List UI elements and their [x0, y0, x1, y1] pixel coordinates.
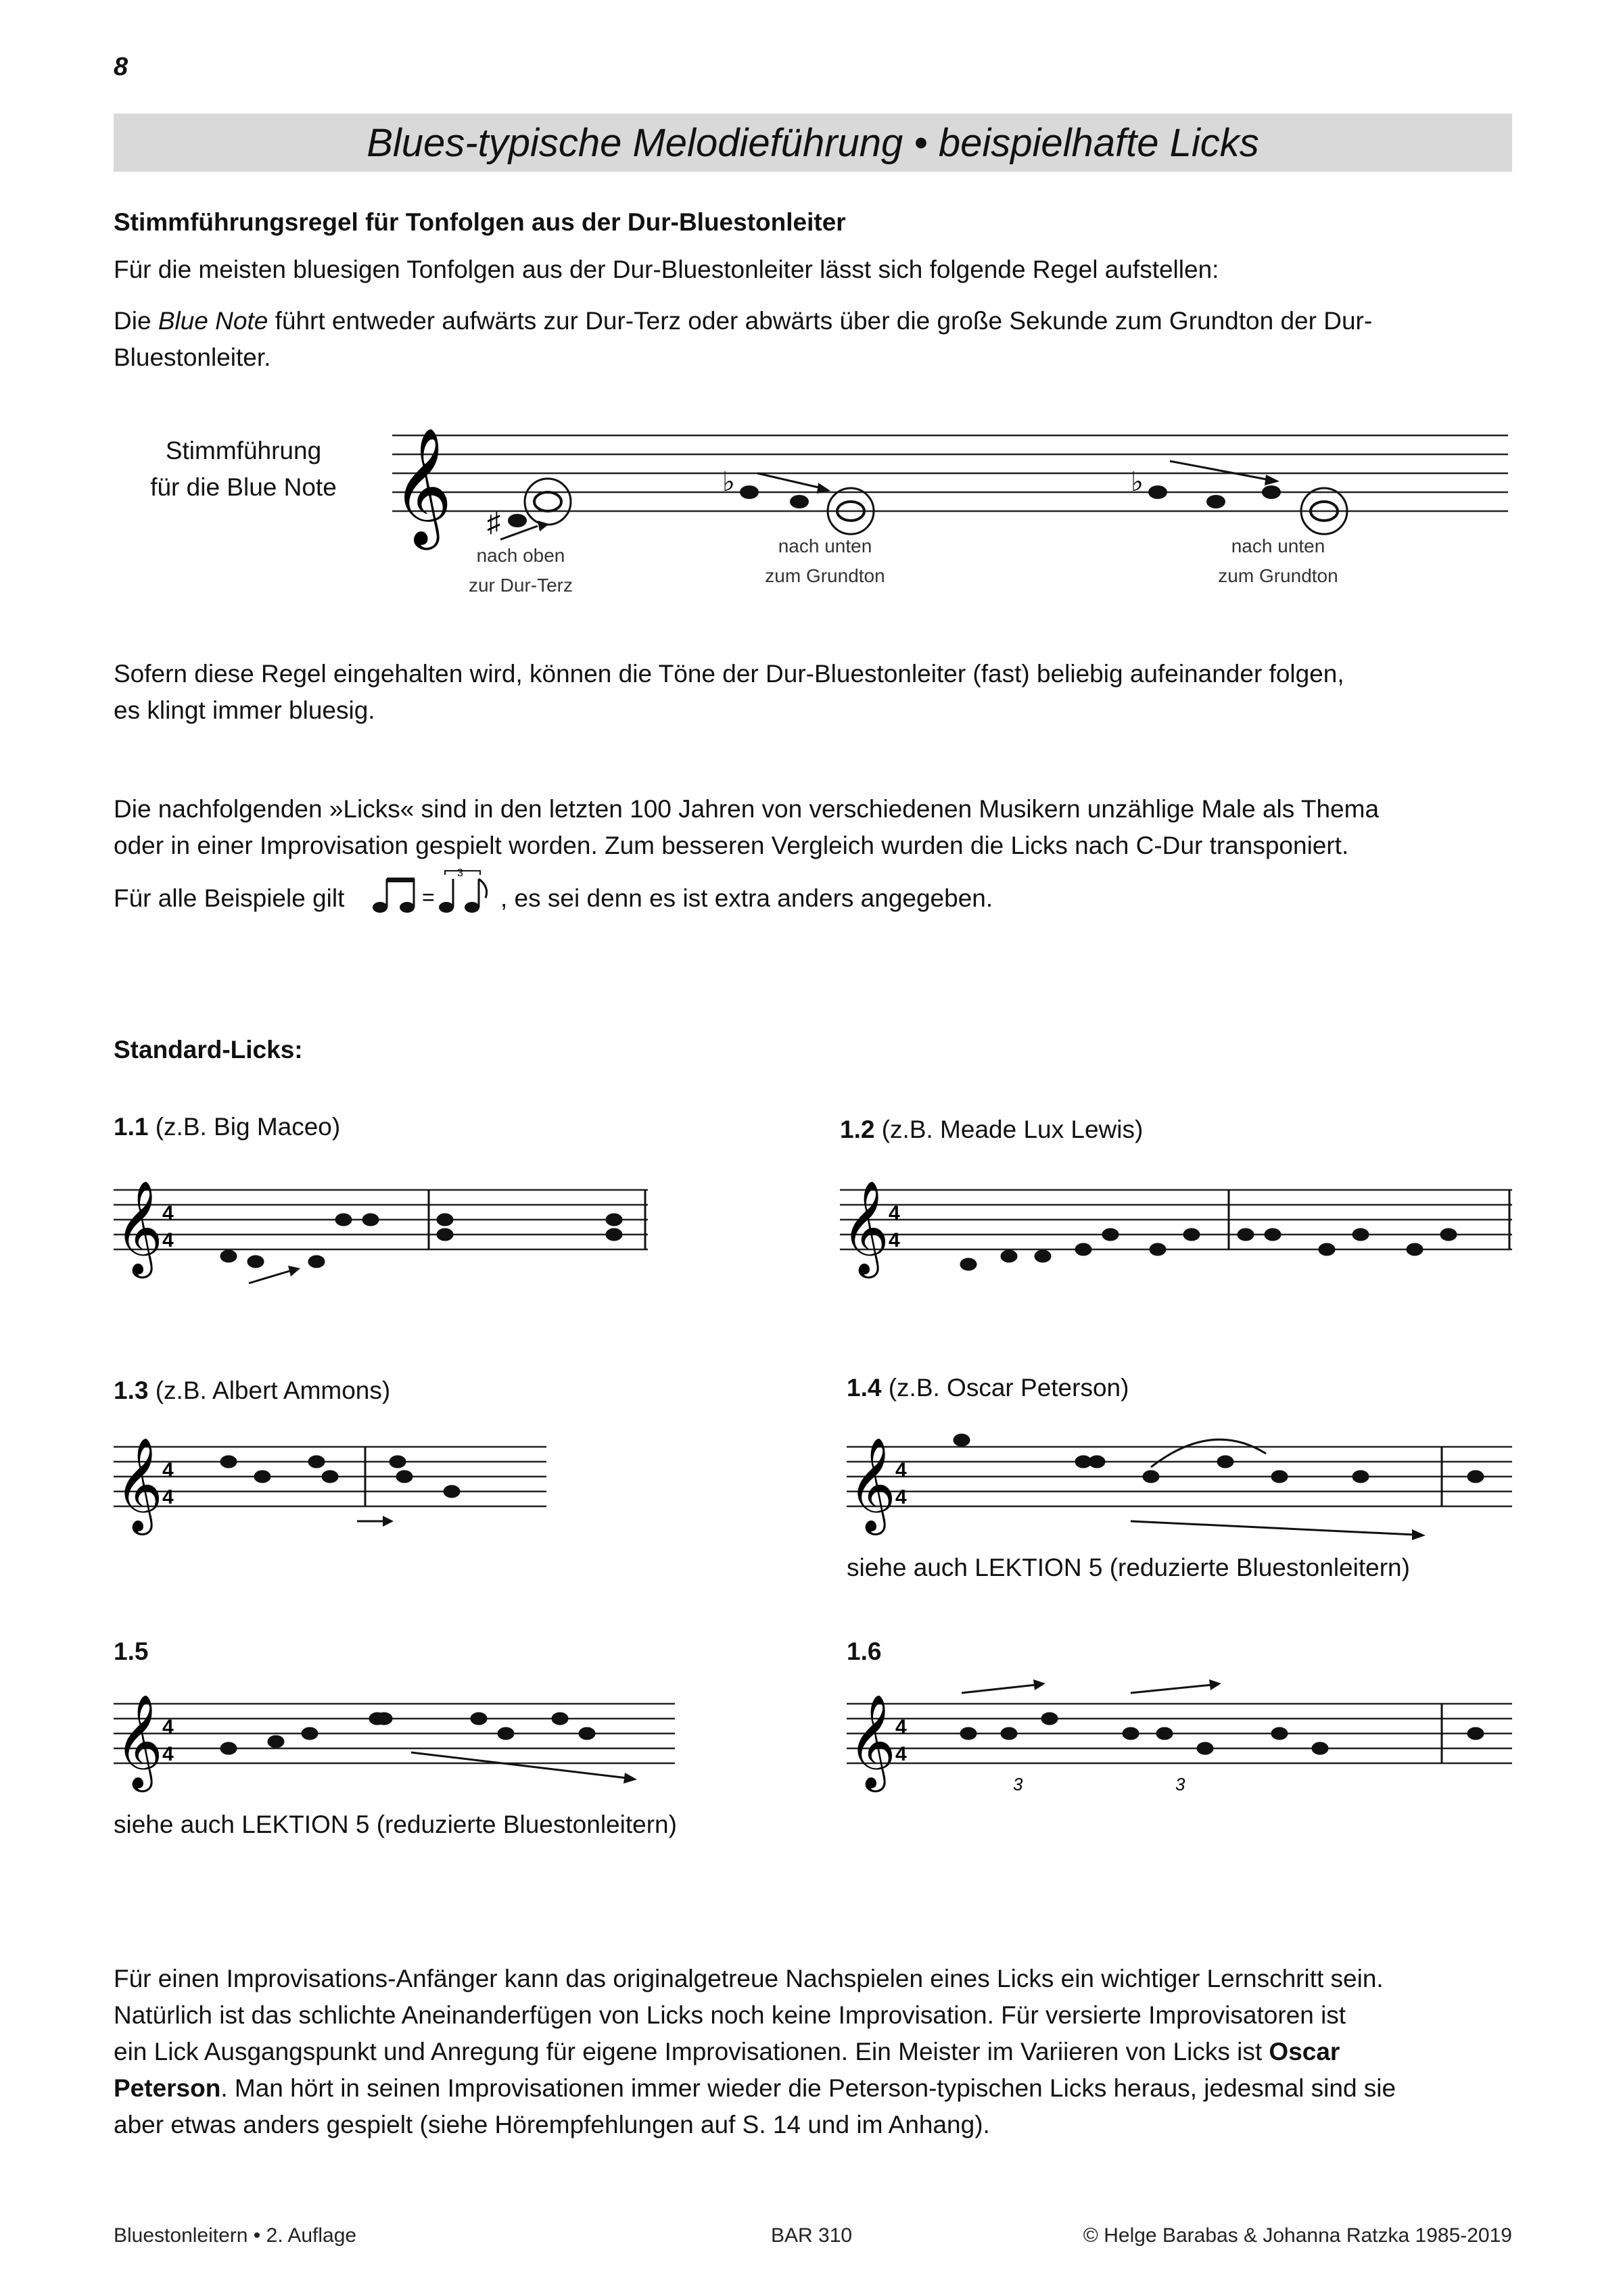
svg-text:4: 4: [895, 1486, 907, 1508]
rule-consequence-line2: es klingt immer bluesig.: [114, 696, 375, 724]
svg-text:𝄞: 𝄞: [115, 1694, 163, 1788]
blue-note-staff: [379, 419, 1515, 545]
peterson-name: Peterson: [114, 2074, 221, 2102]
lick-number: 1.2: [840, 1116, 875, 1143]
svg-text:𝄞: 𝄞: [115, 1180, 163, 1274]
svg-text:=: =: [422, 885, 435, 909]
lick-name: (z.B. Big Maceo): [148, 1113, 341, 1141]
blue-note-term: Blue Note: [158, 307, 268, 335]
svg-text:𝄞: 𝄞: [841, 1180, 889, 1274]
closing-line3-text: ein Lick Ausgangspunkt und Anregung für eigene Improvisationen. Ein Meister im Variieren von Licks ist: [114, 2038, 1269, 2065]
lick-title-1-3: [114, 1377, 390, 1405]
lick-number: 1.6: [847, 1637, 882, 1665]
lick-staff-1-3: [114, 1420, 546, 1541]
rule-statement-line2: Bluestonleiter.: [114, 343, 271, 371]
caption-up-line2: zur Dur-Terz: [468, 575, 573, 596]
staff-lines: [392, 435, 1508, 511]
svg-text:𝄞: 𝄞: [848, 1437, 896, 1531]
svg-text:3: 3: [457, 867, 463, 879]
svg-text:♭: ♭: [722, 467, 735, 497]
closing-line4-text: . Man hört in seinen Improvisationen immer wieder die Peterson-typischen Licks heraus, jedesmal sind sie: [220, 2074, 1396, 2102]
lick-number: 1.3: [114, 1377, 149, 1404]
closing-line3: [114, 2034, 1340, 2070]
staff-label-line1: Stimmführung: [165, 437, 322, 464]
rule-heading: Stimmführungsregel für Tonfolgen aus der Dur-Bluestonleiter: [114, 208, 846, 236]
svg-text:4: 4: [162, 1716, 174, 1738]
lick-number: 1.5: [114, 1637, 149, 1665]
swing-note-prefix: Für alle Beispiele gilt: [114, 884, 345, 912]
svg-text:4: 4: [162, 1202, 174, 1224]
svg-text:4: 4: [162, 1459, 174, 1481]
lick-title-1-2: [840, 1116, 1143, 1144]
page-number: 8: [114, 53, 128, 81]
caption-down-2: [1170, 531, 1386, 591]
lick-staff-1-4: [847, 1420, 1512, 1541]
staff-label: [128, 433, 358, 506]
treble-clef-icon: 𝄞: [392, 427, 452, 545]
svg-text:4: 4: [895, 1716, 907, 1738]
svg-text:4: 4: [895, 1459, 907, 1481]
note-group-down-1: [722, 467, 874, 534]
svg-text:𝄞: 𝄞: [115, 1437, 163, 1531]
section-title: Blues-typische Melodieführung • beispielhafte Licks: [367, 121, 1259, 165]
lick-number: 1.4: [847, 1374, 882, 1402]
svg-text:4: 4: [162, 1229, 174, 1251]
caption-up-line1: nach oben: [476, 545, 565, 566]
rule-intro: Für die meisten bluesigen Tonfolgen aus der Dur-Bluestonleiter lässt sich folgende Regel aufstellen:: [114, 256, 1219, 283]
footer-center: BAR 310: [771, 2224, 853, 2247]
svg-text:♯: ♯: [487, 508, 500, 537]
lick-1-4-note: siehe auch LEKTION 5 (reduzierte Bluestonleitern): [847, 1554, 1410, 1581]
licks-intro-line1: Die nachfolgenden »Licks« sind in den letzten 100 Jahren von verschiedenen Musikern unzählige Male als Thema: [114, 795, 1380, 823]
lick-title-1-1: [114, 1113, 340, 1141]
lick-name: (z.B. Albert Ammons): [148, 1377, 391, 1404]
lick-title-1-6: [847, 1637, 881, 1666]
note-group-down-2: [1131, 461, 1347, 534]
lick-staff-1-2: [840, 1163, 1512, 1285]
lick-name: (z.B. Oscar Peterson): [881, 1374, 1129, 1402]
lick-name: (z.B. Meade Lux Lewis): [874, 1116, 1144, 1143]
caption-down-2-line2: zum Grundton: [1218, 565, 1338, 586]
lick-title-1-5: [114, 1637, 148, 1666]
lick-1-5-note: siehe auch LEKTION 5 (reduzierte Bluestonleitern): [114, 1811, 677, 1838]
closing-line4: [114, 2070, 1396, 2107]
lick-staff-1-5: [114, 1677, 675, 1798]
svg-text:𝄞: 𝄞: [848, 1694, 896, 1788]
section-header: [114, 114, 1512, 172]
swing-note-suffix: , es sei denn es ist extra anders angegeben.: [500, 884, 993, 912]
svg-text:4: 4: [889, 1202, 900, 1224]
lick-number: 1.1: [114, 1113, 149, 1141]
lick-staff-1-6: [847, 1677, 1512, 1798]
svg-text:3: 3: [1013, 1774, 1023, 1794]
caption-down-2-line1: nach unten: [1231, 535, 1325, 556]
svg-text:3: 3: [1175, 1774, 1185, 1794]
svg-text:4: 4: [889, 1229, 900, 1251]
rule-rest: führt entweder aufwärts zur Dur-Terz oder abwärts über die große Sekunde zum Grundton der Dur-: [268, 307, 1373, 335]
lick-title-1-4: [847, 1374, 1129, 1402]
footer-right: © Helge Barabas & Johanna Ratzka 1985-2019: [1083, 2224, 1512, 2247]
caption-down-1-line2: zum Grundton: [765, 565, 885, 586]
svg-text:4: 4: [162, 1743, 174, 1765]
rule-prefix: Die: [114, 307, 158, 335]
footer-left: Bluestonleitern • 2. Auflage: [114, 2224, 357, 2247]
swing-rhythm-icon: [371, 868, 499, 922]
closing-line2: Natürlich ist das schlichte Aneinanderfügen von Licks noch keine Improvisation. Für versierte Improvisatoren ist: [114, 2001, 1346, 2029]
licks-intro-line2: oder in einer Improvisation gespielt worden. Zum besseren Vergleich wurden die Licks nach C-Dur transponiert.: [114, 832, 1349, 859]
standard-licks-heading: Standard-Licks:: [114, 1036, 303, 1063]
oscar-name: Oscar: [1269, 2038, 1340, 2065]
svg-text:♭: ♭: [1131, 467, 1144, 497]
rule-consequence-line1: Sofern diese Regel eingehalten wird, können die Töne der Dur-Bluestonleiter (fast) beliebig aufeinander folgen,: [114, 660, 1344, 688]
staff-label-line2: für die Blue Note: [150, 473, 337, 501]
closing-line5: aber etwas anders gespielt (siehe Hörempfehlungen auf S. 14 und im Anhang).: [114, 2111, 990, 2138]
svg-text:4: 4: [895, 1743, 907, 1765]
svg-text:4: 4: [162, 1486, 174, 1508]
lick-staff-1-1: [114, 1163, 648, 1285]
caption-down-1-line1: nach unten: [778, 535, 872, 556]
note-group-up: [487, 479, 571, 540]
caption-down-1: [717, 531, 933, 591]
caption-up: [419, 541, 622, 600]
rule-statement-line1: [114, 303, 1372, 339]
closing-line1: Für einen Improvisations-Anfänger kann das originalgetreue Nachspielen eines Licks ein wichtiger Lernschritt sein.: [114, 1965, 1384, 1992]
